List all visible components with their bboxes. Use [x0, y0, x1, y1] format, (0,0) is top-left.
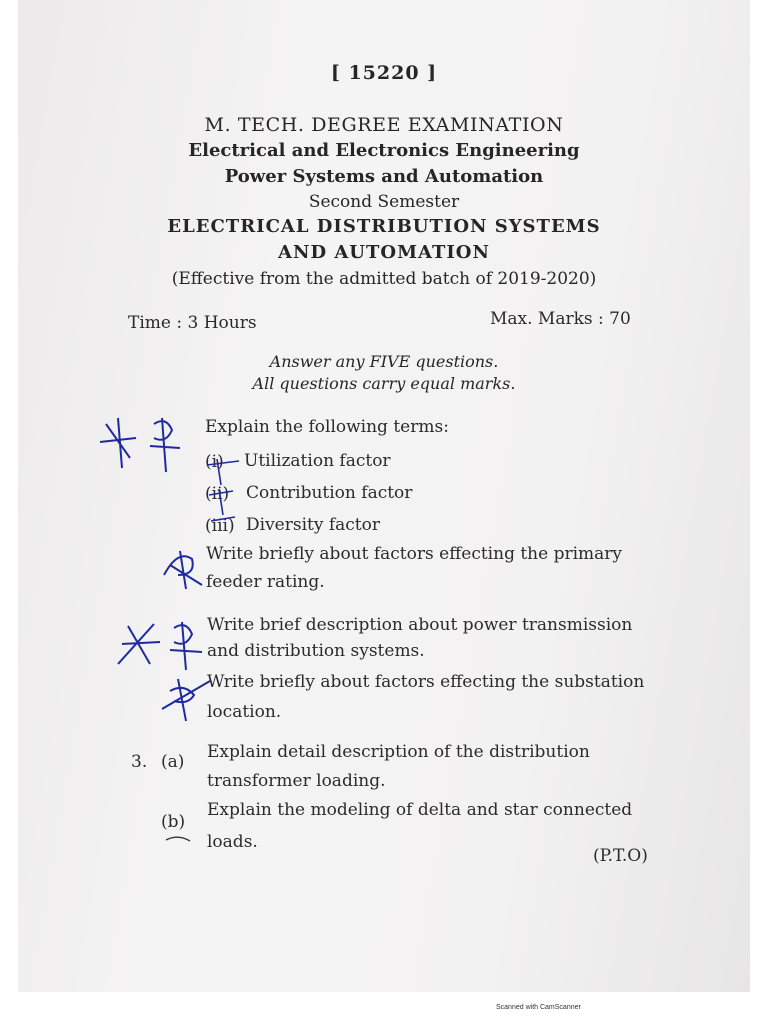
q1-sub-i-text: Utilization factor — [244, 451, 391, 471]
q3-number: 3. — [131, 752, 148, 772]
handwritten-mark-icon — [96, 408, 206, 478]
department: Electrical and Electronics Engineering — [188, 140, 580, 161]
subject-title-line1: ELECTRICAL DISTRIBUTION SYSTEMS — [167, 216, 601, 237]
q3-part-b-label: (b) — [161, 812, 186, 832]
scanned-page — [18, 0, 750, 992]
q3-part-b-line2: loads. — [207, 832, 258, 852]
handwritten-mark-icon — [203, 455, 243, 535]
q1-sub-iii-label: (iii) — [205, 516, 235, 536]
q1-sub-iii-text: Diversity factor — [246, 515, 380, 535]
q2-part-a-line2: and distribution systems. — [207, 641, 425, 661]
q3-part-a-line2: transformer loading. — [207, 771, 386, 791]
handwritten-mark-icon — [158, 673, 214, 725]
q1-part-b-line2: feeder rating. — [206, 572, 325, 592]
paper-code: [ 15220 ] — [330, 62, 438, 84]
q1-sub-i-label: (i) — [205, 452, 224, 472]
q2-part-b-line1: Write briefly about factors effecting the substation — [207, 672, 645, 692]
effective-batch: (Effective from the admitted batch of 2019-2020) — [171, 269, 597, 289]
instruction-line2: All questions carry equal marks. — [252, 374, 516, 393]
page-turn-note: (P.T.O) — [593, 846, 648, 866]
semester: Second Semester — [308, 192, 460, 212]
q1-part-a-text: Explain the following terms: — [205, 417, 449, 437]
exam-title: M. TECH. DEGREE EXAMINATION — [204, 114, 564, 136]
scanner-watermark: Scanned with CamScanner — [496, 1004, 581, 1011]
exam-duration: Time : 3 Hours — [128, 313, 257, 333]
q1-part-b-line1: Write briefly about factors effecting the primary — [206, 544, 623, 564]
max-marks: Max. Marks : 70 — [490, 309, 631, 329]
specialization: Power Systems and Automation — [224, 166, 544, 187]
handwritten-mark-icon — [114, 614, 214, 674]
q3-part-a-line1: Explain detail description of the distribution — [207, 742, 590, 762]
q1-sub-ii-text: Contribution factor — [246, 483, 413, 503]
q3-part-a-label: (a) — [161, 752, 185, 772]
underline-stroke-icon — [164, 832, 194, 846]
subject-title-line2: AND AUTOMATION — [278, 242, 490, 263]
instruction-line1: Answer any FIVE questions. — [269, 352, 499, 371]
q2-part-b-line2: location. — [207, 702, 282, 722]
handwritten-mark-icon — [158, 545, 208, 593]
q2-part-a-line1: Write brief description about power transmission — [207, 615, 633, 635]
q3-part-b-line1: Explain the modeling of delta and star connected — [207, 800, 633, 820]
q1-sub-ii-label: (ii) — [205, 484, 230, 504]
